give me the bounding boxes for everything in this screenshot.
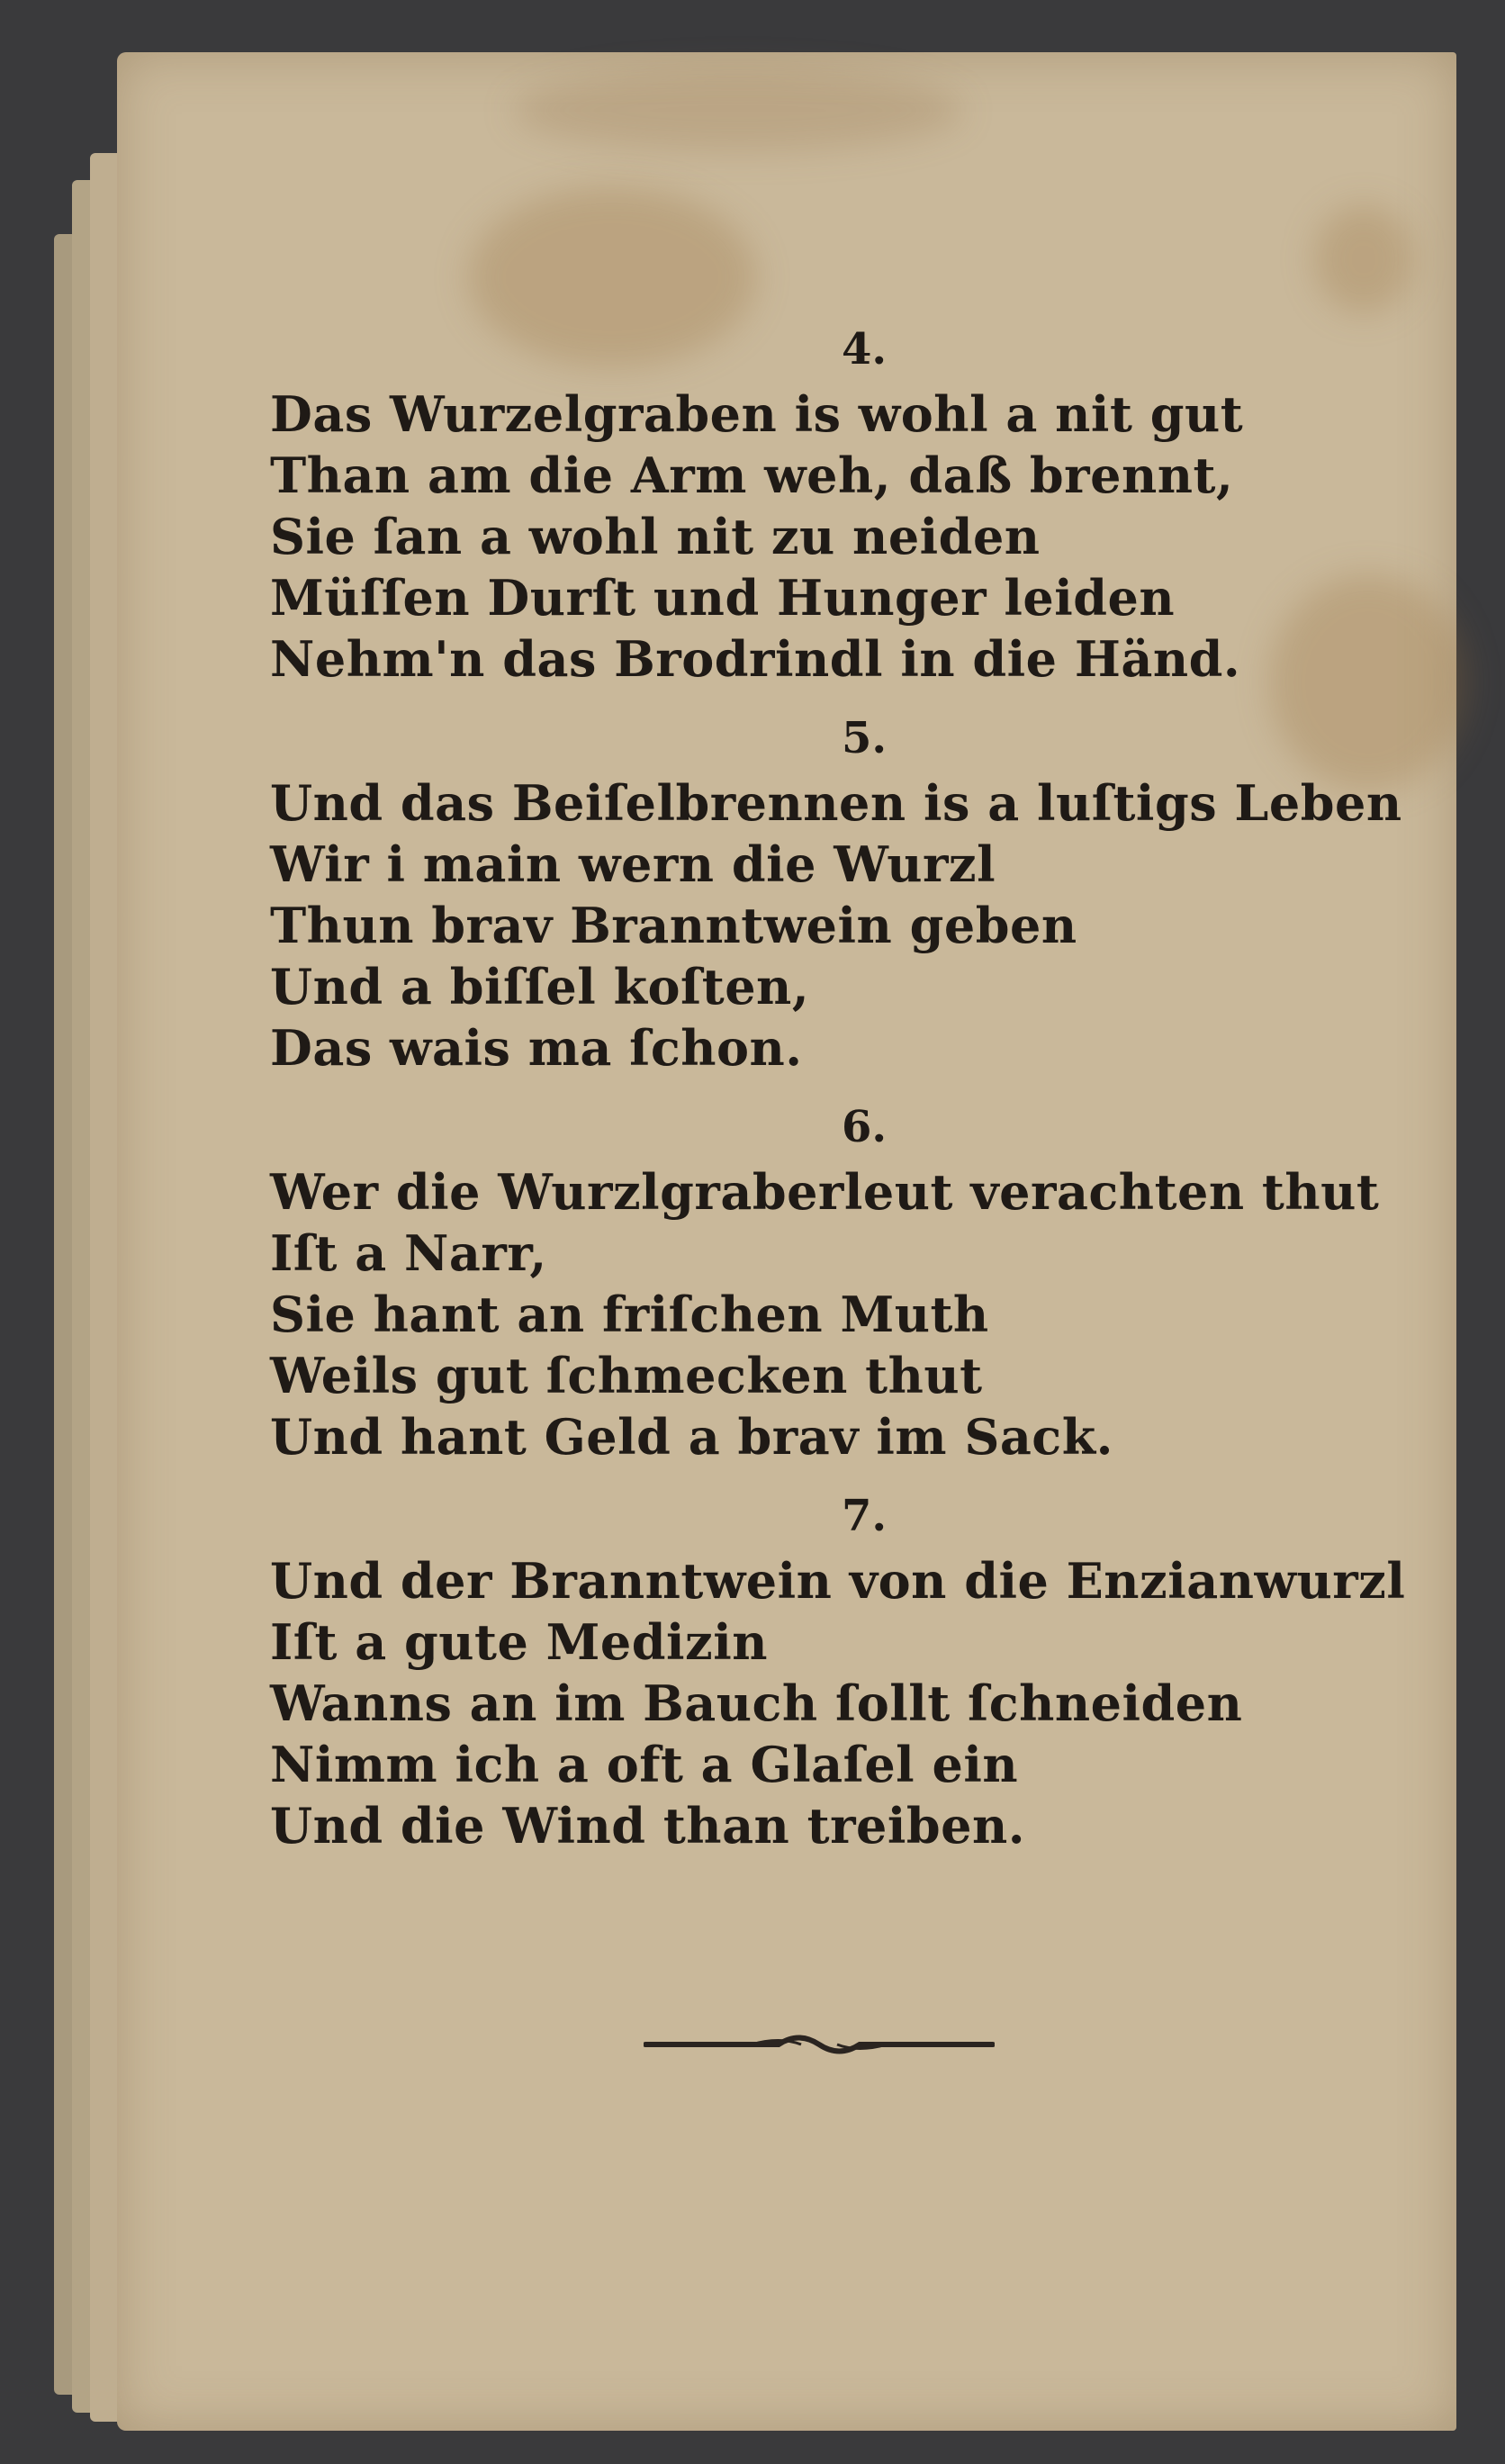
- verse-line: Wer die Wurzlgraberleut verachten thut: [270, 1163, 1380, 1221]
- verse-line: Iſt a Narr,: [270, 1224, 547, 1282]
- stanza-number: 7.: [841, 1491, 888, 1541]
- stanza-number: 6.: [841, 1102, 888, 1152]
- verse-line: Und hant Geld a brav im Sack.: [270, 1408, 1113, 1466]
- stanza: [270, 1489, 1440, 1856]
- stanza-number: 4.: [841, 324, 888, 375]
- stanza: [270, 322, 1440, 690]
- verse-line: Sie hant an friſchen Muth: [270, 1286, 989, 1343]
- stanza: [270, 711, 1440, 1079]
- stain: [1314, 205, 1413, 313]
- stanza: [270, 1100, 1440, 1467]
- verse-line: Das wais ma ſchon.: [270, 1019, 803, 1077]
- verse-line: Wanns an im Bauch ſollt ſchneiden: [270, 1674, 1243, 1732]
- verse-line: Sie ſan a wohl nit zu neiden: [270, 508, 1041, 565]
- stain: [513, 70, 963, 151]
- verse-line: Und die Wind than treiben.: [270, 1797, 1026, 1855]
- verse-line: Wir i main wern die Wurzl: [270, 835, 996, 893]
- verse-line: Das Wurzelgraben is wohl a nit gut: [270, 385, 1244, 443]
- document-page: [117, 52, 1456, 2431]
- verse-line: Than am die Arm weh, daß brennt,: [270, 447, 1234, 504]
- verse-line: Und der Branntwein von die Enzianwurzl: [270, 1552, 1406, 1610]
- verse-line: Weils gut ſchmecken thut: [270, 1347, 983, 1404]
- verse-line: Müſſen Durſt und Hunger leiden: [270, 569, 1176, 627]
- verse-line: Nehm'n das Brodrindl in die Händ.: [270, 630, 1241, 688]
- verse-line: Und das Beiſelbrennen is a luſtigs Leben: [270, 774, 1402, 832]
- poem: [270, 322, 1440, 1878]
- verse-line: Und a biſſel koſten,: [270, 958, 810, 1015]
- verse-line: Iſt a gute Medizin: [270, 1613, 768, 1671]
- verse-line: Thun brav Branntwein geben: [270, 897, 1077, 954]
- end-ornament-icon: [644, 2030, 995, 2057]
- verse-line: Nimm ich a oft a Glaſel ein: [270, 1736, 1019, 1793]
- stanza-number: 5.: [841, 713, 888, 763]
